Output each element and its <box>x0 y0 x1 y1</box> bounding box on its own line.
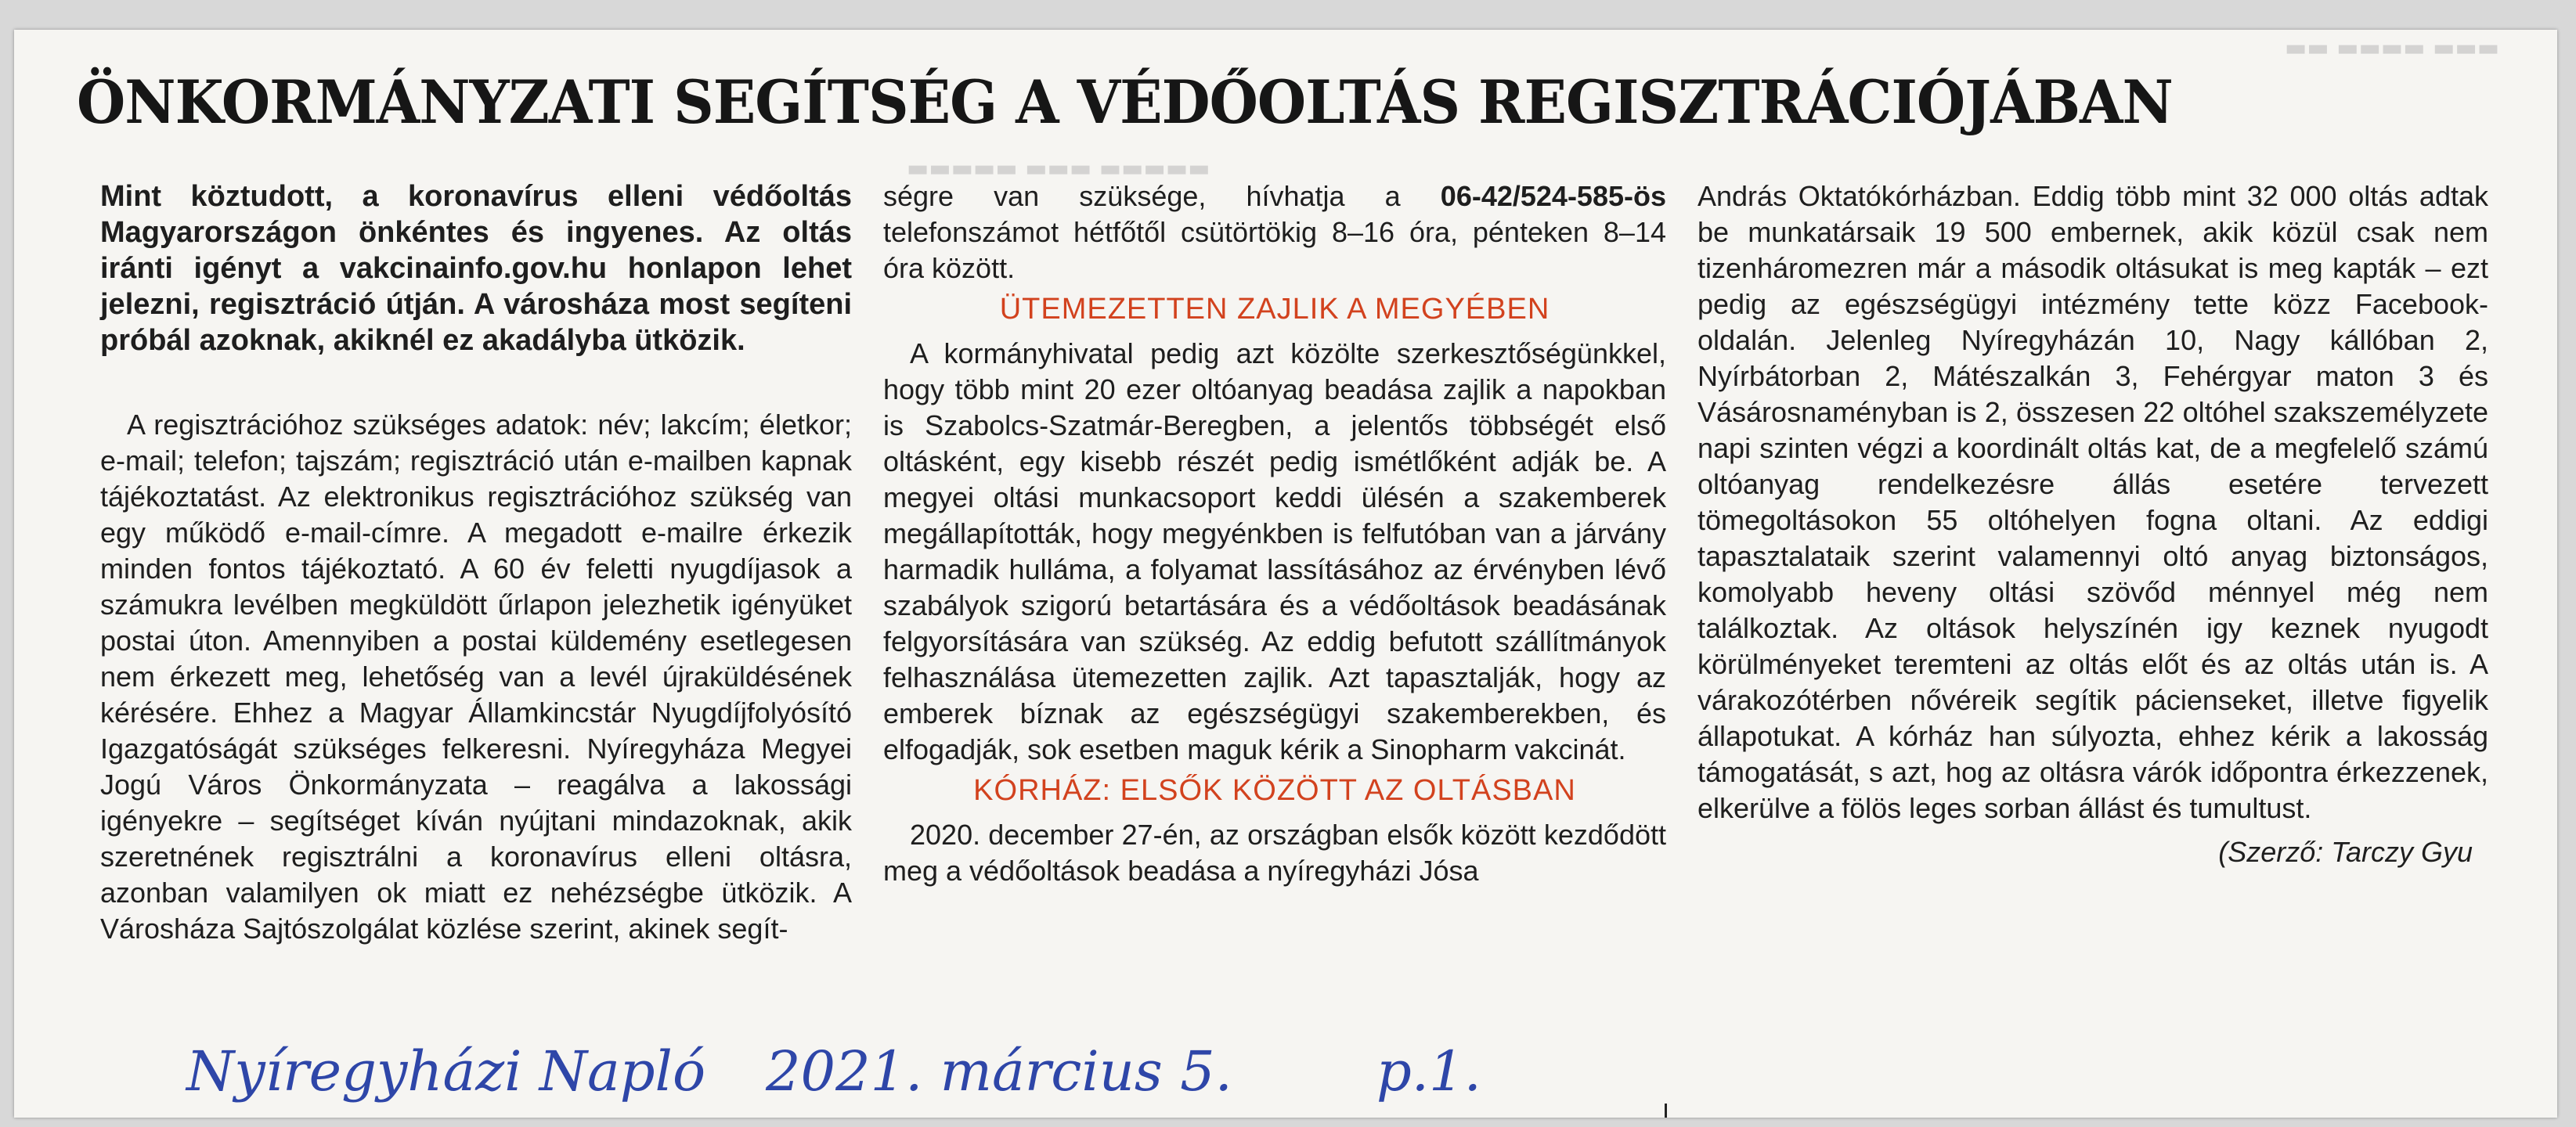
crop-mark <box>1665 1104 1667 1118</box>
phone-number: 06-42/524-585-ös <box>1440 180 1666 212</box>
handwritten-page: p.1. <box>1376 1039 1481 1104</box>
column-2 <box>883 178 1666 889</box>
body-paragraph: A regisztrációhoz szükséges adatok: név; lakcím; életkor; e-mail; telefon; tajszám; regisztráció után e-mailben kapnak tájékoztatást. Az elektronikus regisztrációhoz szükség van egy működő e-mail-címre. A megadott e-mailre érkezik minden fontos tájékoztató. A 60 év feletti nyugdíjasok a számukra levélben megküldött űrlapon jelezhetik igényüket postai úton. Amennyiben a postai küldemény esetlegesen nem érkezett meg, lehetőség van a levél újraküldésének kérésére. Ehhez a Magyar Államkincstár Nyugdíjfolyósító Igazgatóságát szükséges felkeresni. Nyíregyháza Megyei Jogú Város Önkormányzata – reagálva a lakossági igényekre – segítséget kíván nyújtani mindazoknak, akik szeretnének regisztrálni a koronavírus elleni oltásra, azonban valamilyen ok miatt ez nehézségbe ütközik. A Városháza Sajtószolgálat közlése szerint, akinek segít- <box>100 409 852 945</box>
handwritten-date: 2021. március 5. <box>766 1039 1232 1104</box>
column-3 <box>1697 178 2488 870</box>
author-credit: (Szerző: Tarczy Gyu <box>2218 836 2473 868</box>
handwritten-source: Nyíregyházi Napló <box>186 1039 706 1104</box>
body-paragraph: András Oktatókórházban. Eddig több mint 32 000 oltás adtak be munkatársaik 19 500 embernek, akik közül csak nem tizenháromezren már a második oltásukat is meg kapták – ezt pedig az egészségügyi intézmény tette közz Facebook-oldalán. Jelenleg Nyíregyházán 10, Nagy kállóban 2, Nyírbátorban 2, Mátészalkán 3, Fehérgyar maton 3 és Vásárosnaményban is 2, összesen 22 oltóhel szakszemélyzete napi szinten végzi a koordinált oltás kat, de a megfelelő számú oltóanyag rendelkezésre állás esetére tervezett tömegoltásokon 55 oltóhelyen fogna oltani. Az eddigi tapasztalataik szerint valamennyi oltó anyag biztonságos, komolyabb heveny oltási szövőd ménnyel még nem találkoztak. Az oltások helyszínén igy keznek nyugodt körülményeket teremteni az oltás előt és az oltás után is. A várakozótérben nővéreik segítik pácienseket, illetve figyelik állapotukat. A kórház han súlyozta, ehhez kérik a lakosság támogatását, s azt, hog az oltásra várók időpontra érkezzenek, elkerülve a fölös leges sorban állást és tumultust. <box>1697 180 2488 824</box>
text-run: telefonszámot hétfőtől csütörtökig 8–16 óra, pénteken 8–14 óra között. <box>883 216 1666 284</box>
subheading-2: KÓRHÁZ: ELSŐK KÖZÖTT AZ OLTÁSBAN <box>973 774 1576 807</box>
bleed-through-text: ▬▬▬▬▬ ▬▬▬ ▬▬▬▬▬ <box>907 155 1210 182</box>
body-paragraph: A kormányhivatal pedig azt közölte szerkesztőségünkkel, hogy több mint 20 ezer oltóanyag beadása zajlik a napokban is Szabolcs-Szatmár-Beregben, a jelentős többségét első oltásként, egy kisebb részét pedig ismétlőként adják be. A megyei oltási munkacsoport keddi ülésén a szakemberek megállapították, hogy megyénkben is felfutóban van a járvány harmadik hulláma, a folyamat lassításához az érvényben lévő szabályok szigorú betartására és a védőoltások beadásának felgyorsítására van szükség. Az eddig befutott szállítmányok felhasználása ütemezetten zajlik. Azt tapasztalják, hogy az emberek bíznak az egészségügyi szakemberekben, és elfogadják, sok esetben maguk kérik a Sinopharm vakcinát. <box>883 337 1666 765</box>
lead-paragraph: Mint köztudott, a koronavírus elleni védőoltás Magyarországon önkéntes és ingyenes. Az oltás iránti igényt a vakcinainfo.gov.hu honlapon lehet jelezni, regisztráció útján. A városháza most segíteni próbál azoknak, akiknél ez akadályba ütközik. <box>100 180 852 357</box>
newspaper-clipping <box>14 30 2557 1118</box>
bleed-through-text: ▬▬ ▬▬▬▬ ▬▬▬ <box>2285 34 2500 62</box>
body-paragraph: 2020. december 27-én, az országban elsők között kezdődött meg a védőoltások beadása a nyíregyházi Jósa <box>883 819 1666 887</box>
column-1 <box>100 178 852 947</box>
text-run: ségre van szüksége, hívhatja a <box>883 180 1441 212</box>
subheading-1: ÜTEMEZETTEN ZAJLIK A MEGYÉBEN <box>999 293 1550 326</box>
body-paragraph <box>883 178 1666 286</box>
headline: ÖNKORMÁNYZATI SEGÍTSÉG A VÉDŐOLTÁS REGISZTRÁCIÓJÁBAN <box>77 67 2173 137</box>
